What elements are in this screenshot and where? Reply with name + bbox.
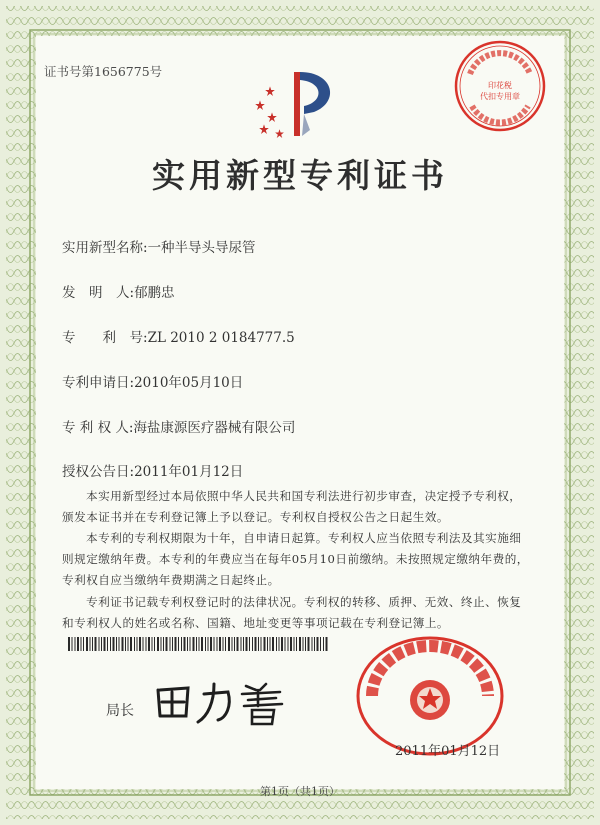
barcode-bar <box>175 637 177 651</box>
barcode-bar <box>252 637 253 651</box>
barcode-bar <box>139 637 141 651</box>
barcode-bar <box>92 637 93 651</box>
barcode-bar <box>317 637 319 651</box>
tax-stamp-seal <box>450 36 550 136</box>
barcode-bar <box>288 637 289 651</box>
barcode-bar <box>161 637 162 651</box>
barcode-bar <box>308 637 310 651</box>
barcode-bar <box>193 637 195 651</box>
barcode-bar <box>267 637 268 651</box>
field-value: 2011年01月12日 <box>134 464 244 480</box>
barcode-bar <box>234 637 235 651</box>
barcode-bar <box>276 637 277 651</box>
certificate-title: 实用新型专利证书 <box>152 156 448 195</box>
barcode-bar <box>72 637 73 651</box>
barcode-bar <box>223 637 224 651</box>
barcode <box>68 637 328 651</box>
barcode-bar <box>225 637 226 651</box>
barcode-bar <box>326 637 328 651</box>
barcode-bar <box>270 637 271 651</box>
barcode-bar <box>249 637 250 651</box>
barcode-bar <box>217 637 218 651</box>
barcode-bar <box>95 637 97 651</box>
barcode-bar <box>312 637 313 651</box>
barcode-bar <box>68 637 70 651</box>
barcode-bar <box>296 637 297 651</box>
page-number: 第1页（共1页） <box>260 785 340 798</box>
field-label: 专 利 权 人: <box>62 420 134 436</box>
field-utility-model-name <box>62 236 256 256</box>
barcode-bar <box>75 637 76 651</box>
director-signature <box>148 676 298 728</box>
barcode-bar <box>272 637 274 651</box>
barcode-bar <box>77 637 79 651</box>
barcode-bar <box>99 637 100 651</box>
barcode-bar <box>104 637 106 651</box>
barcode-bar <box>258 637 259 651</box>
field-label: 专 利 号: <box>62 330 148 346</box>
barcode-bar <box>137 637 138 651</box>
barcode-bar <box>170 637 171 651</box>
field-application-date <box>62 371 243 391</box>
barcode-bar <box>125 637 126 651</box>
barcode-bar <box>232 637 233 651</box>
field-value: 一种半导头导尿管 <box>147 240 256 256</box>
field-value: 2010年05月10日 <box>134 375 244 391</box>
barcode-bar <box>107 637 108 651</box>
barcode-bar <box>152 637 153 651</box>
barcode-bar <box>294 637 295 651</box>
certificate-number: 证书号第1656775号 <box>44 64 163 79</box>
paragraph-term: 本专利的专利权期限为十年，自申请日起算。专利权人应当依照专利法及其实施细则规定缴纳年费。本专利的年费应当在每年05月10日前缴纳。未按照规定缴纳年费的，专利权自应当缴纳年费期满之日起终止。 <box>62 531 529 587</box>
barcode-bar <box>314 637 315 651</box>
barcode-bar <box>196 637 197 651</box>
barcode-bar <box>279 637 280 651</box>
barcode-bar <box>157 637 159 651</box>
barcode-bar <box>201 637 203 651</box>
barcode-bar <box>116 637 117 651</box>
barcode-bar <box>110 637 111 651</box>
barcode-bar <box>323 637 324 651</box>
barcode-bar <box>122 637 124 651</box>
barcode-bar <box>210 637 212 651</box>
barcode-bar <box>305 637 306 651</box>
field-label: 专利申请日: <box>62 375 135 391</box>
barcode-bar <box>303 637 304 651</box>
issue-date: 2011年01月12日 <box>395 744 501 759</box>
barcode-bar <box>154 637 155 651</box>
barcode-bar <box>199 637 200 651</box>
field-patentee <box>62 416 295 436</box>
field-grant-date <box>62 460 243 480</box>
barcode-bar <box>208 637 209 651</box>
barcode-bar <box>101 637 102 651</box>
barcode-bar <box>241 637 242 651</box>
barcode-bar <box>113 637 115 651</box>
barcode-bar <box>205 637 206 651</box>
barcode-bar <box>320 637 321 651</box>
barcode-bar <box>163 637 164 651</box>
paragraph-examination: 本实用新型经过本局依照中华人民共和国专利法进行初步审查，决定授予专利权，颁发本证书并在专利登记簿上予以登记。专利权自授权公告之日起生效。 <box>62 489 522 524</box>
barcode-bar <box>219 637 221 651</box>
barcode-bar <box>255 637 257 651</box>
field-label: 实用新型名称: <box>62 240 148 256</box>
barcode-bar <box>81 637 82 651</box>
paragraph-legal-status: 专利证书记载专利权登记时的法律状况。专利权的转移、质押、无效、终止、恢复和专利权人的姓名或名称、国籍、地址变更等事项记载在专利登记簿上。 <box>62 595 522 630</box>
barcode-bar <box>83 637 84 651</box>
barcode-bar <box>187 637 188 651</box>
barcode-bar <box>184 637 186 651</box>
svg-text:印花税: 印花税 <box>488 81 512 90</box>
field-label: 发 明 人: <box>62 285 135 301</box>
barcode-bar <box>264 637 266 651</box>
barcode-bar <box>128 637 129 651</box>
barcode-bar <box>130 637 132 651</box>
field-value: ZL 2010 2 0184777.5 <box>147 330 295 346</box>
field-value: 郁鹏忠 <box>134 285 175 301</box>
field-inventor <box>62 281 175 301</box>
barcode-bar <box>181 637 182 651</box>
barcode-bar <box>148 637 150 651</box>
field-label: 授权公告日: <box>62 464 135 480</box>
barcode-bar <box>246 637 248 651</box>
barcode-bar <box>285 637 286 651</box>
barcode-bar <box>134 637 135 651</box>
barcode-bar <box>243 637 244 651</box>
barcode-bar <box>166 637 168 651</box>
barcode-bar <box>90 637 91 651</box>
director-label: 局长 <box>106 703 134 719</box>
barcode-bar <box>178 637 179 651</box>
barcode-bar <box>86 637 88 651</box>
field-value: 海盐康源医疗器械有限公司 <box>133 420 296 436</box>
field-patent-number <box>62 326 295 346</box>
barcode-bar <box>190 637 191 651</box>
barcode-bar <box>228 637 230 651</box>
barcode-bar <box>214 637 215 651</box>
barcode-bar <box>119 637 120 651</box>
barcode-bar <box>290 637 292 651</box>
sipo-logo-icon <box>254 68 350 140</box>
svg-text:代扣专用章: 代扣专用章 <box>480 92 520 101</box>
barcode-bar <box>299 637 301 651</box>
barcode-bar <box>172 637 173 651</box>
barcode-bar <box>261 637 262 651</box>
barcode-bar <box>146 637 147 651</box>
barcode-bar <box>143 637 144 651</box>
barcode-bar <box>281 637 283 651</box>
barcode-bar <box>237 637 239 651</box>
